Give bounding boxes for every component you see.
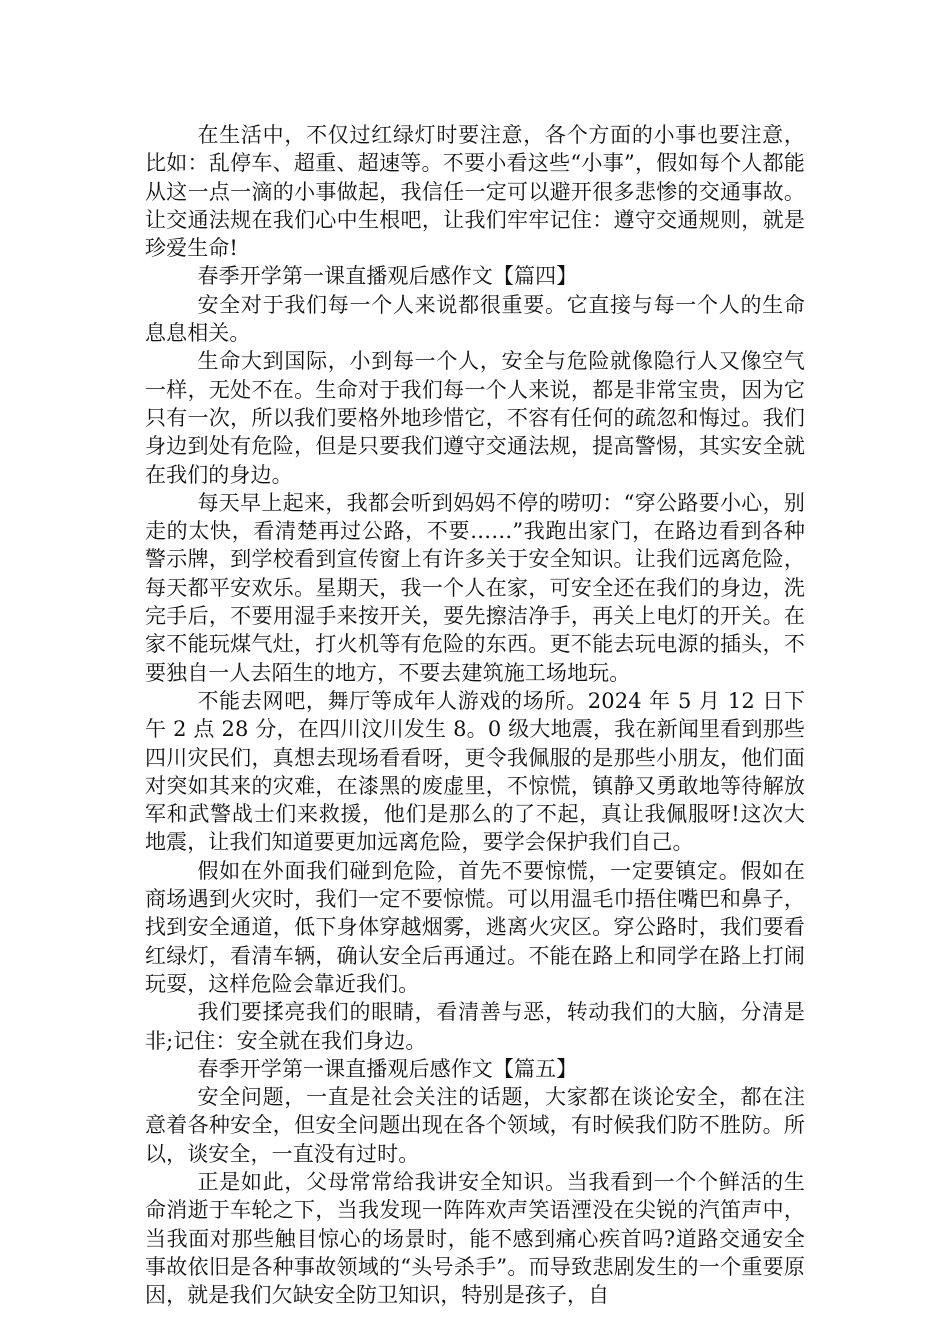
paragraph-8: 安全问题，一直是社会关注的话题，大家都在谈论安全，都在注意着各种安全，但安全问题出现在各个领域，有时候我们防不胜防。所以，谈安全，一直没有过时。 <box>145 1085 805 1166</box>
paragraph-2: 安全对于我们每一个人来说都很重要。它直接与每一个人的生命息息相关。 <box>145 292 805 346</box>
paragraph-7: 我们要揉亮我们的眼睛，看清善与恶，转动我们的大脑，分清是非;记住：安全就在我们身边。 <box>145 1000 805 1053</box>
section-heading-4: 春季开学第一课直播观后感作文【篇四】 <box>197 264 578 289</box>
paragraph-9: 正是如此，父母常常给我讲安全知识。当我看到一个个鲜活的生命消逝于车轮之下，当我发现一阵阵欢声笑语湮没在尖锐的汽笛声中，当我面对那些触目惊心的场景时，能不感到痛心疾首吗?道路交通安全事故依旧是各种事故领域的“头号杀手”。而导致悲剧发生的一个重要原因，就是我们欠缺安全防卫知识，特别是孩子，自 <box>145 1169 805 1308</box>
document-body <box>145 121 805 1309</box>
paragraph-1: 在生活中，不仅过红绿灯时要注意，各个方面的小事也要注意，比如：乱停车、超重、超速等。不要小看这些“小事”，假如每个人都能从这一点一滴的小事做起，我信任一定可以避开很多悲惨的交通事故。让交通法规在我们心中生根吧，让我们牢牢记住：遵守交通规则，就是珍爱生命! <box>145 123 805 261</box>
paragraph-5: 不能去网吧，舞厅等成年人游戏的场所。2024 年 5 月 12 日下午 2 点 28 分，在四川汶川发生 8。0 级大地震，我在新闻里看到那些四川灾民们，真想去现场看看呀，更令我佩服的是那些小朋友，他们面对突如其来的灾难，在漆黑的废虚里，不惊慌，镇静又勇敢地等待解放军和武警战士们来救援，他们是那么的了不起，真让我佩服呀!这次大地震，让我们知道要更加远离危险，要学会保护我们自己。 <box>145 688 805 855</box>
paragraph-6: 假如在外面我们碰到危险，首先不要惊慌，一定要镇定。假如在商场遇到火灾时，我们一定不要惊慌。可以用温毛巾捂住嘴巴和鼻子，找到安全通道，低下身体穿越烟雾，逃离火灾区。穿公路时，我们要看红绿灯，看清车辆，确认安全后再通过。不能在路上和同学在路上打闹玩耍，这样危险会靠近我们。 <box>145 858 805 996</box>
section-heading-5: 春季开学第一课直播观后感作文【篇五】 <box>197 1056 578 1081</box>
paragraph-4: 每天早上起来，我都会听到妈妈不停的唠叨：“穿公路要小心，别走的太快，看清楚再过公路，不要……”我跑出家门，在路边看到各种警示牌，到学校看到宣传窗上有许多关于安全知识。让我们远离危险，每天都平安欢乐。星期天，我一个人在家，可安全还在我们的身边，洗完手后，不要用湿手来按开关，要先擦洁净手，再关上电灯的开关。在家不能玩煤气灶，打火机等有危险的东西。更不能去玩电源的插头，不要独自一人去陌生的地方，不要去建筑施工场地玩。 <box>145 490 805 685</box>
paragraph-3: 生命大到国际，小到每一个人，安全与危险就像隐行人又像空气一样，无处不在。生命对于我们每一个人来说，都是非常宝贵，因为它只有一次，所以我们要格外地珍惜它，不容有任何的疏忽和悔过。我们身边到处有危险，但是只要我们遵守交通法规，提高警惕，其实安全就在我们的身边。 <box>145 349 805 487</box>
